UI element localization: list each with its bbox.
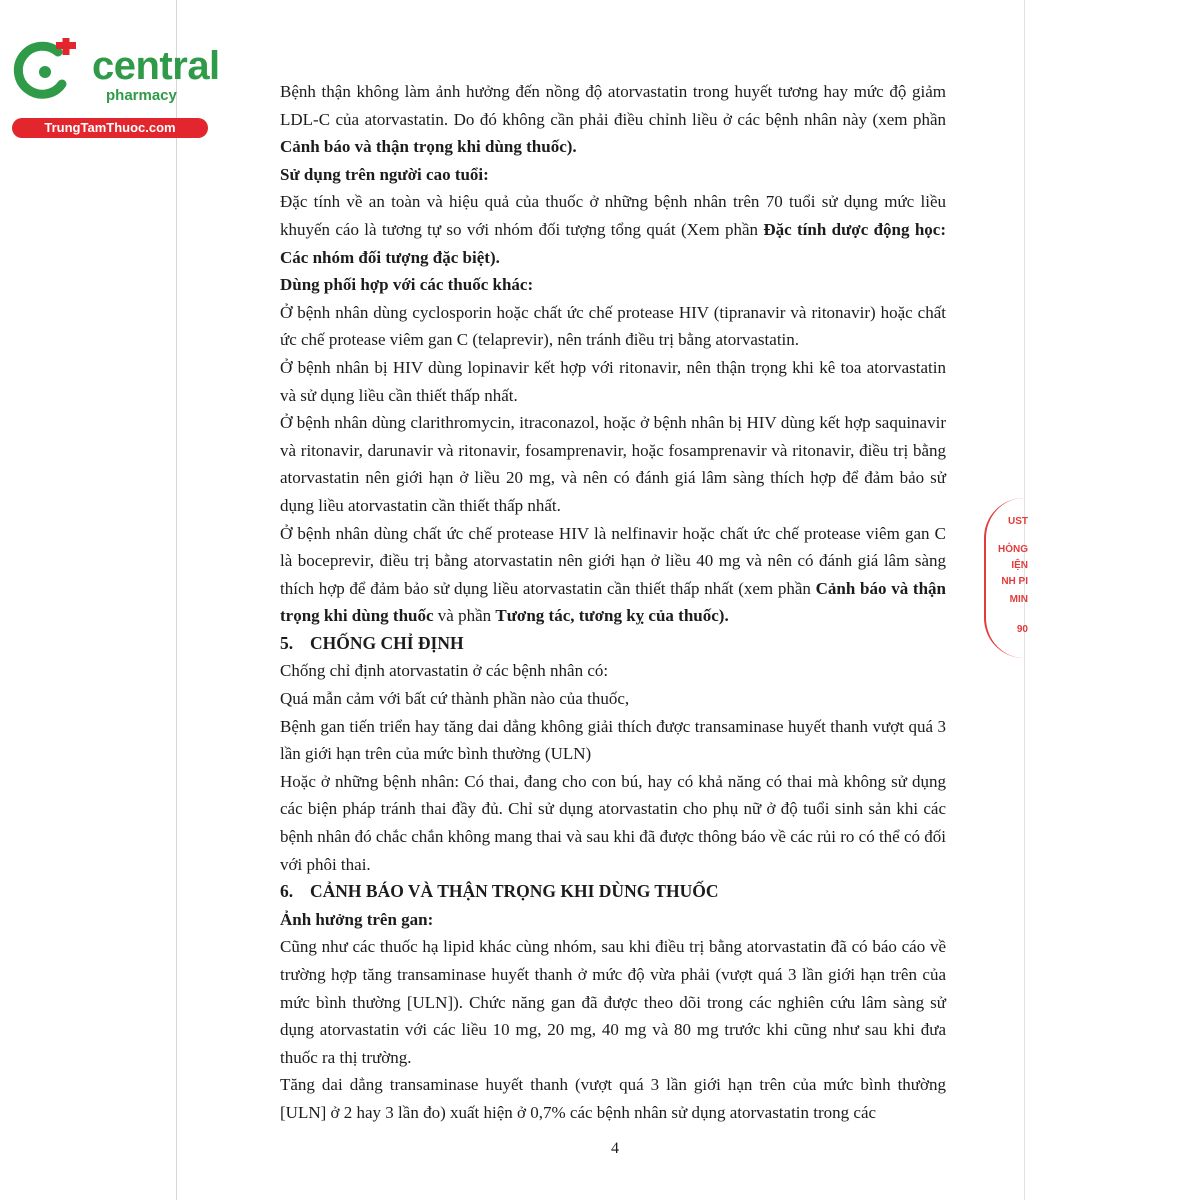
- section-heading-warnings: 6. CẢNH BÁO VÀ THẬN TRỌNG KHI DÙNG THUỐC: [280, 881, 719, 902]
- paragraph: Bệnh gan tiến triển hay tăng dai dẳng không giải thích được transaminase huyết thanh vượt quá 3 lần giới hạn trên của mức bình thường (ULN): [280, 716, 946, 764]
- subheading-elderly: Sử dụng trên người cao tuổi:: [280, 164, 489, 184]
- paragraph: Cũng như các thuốc hạ lipid khác cùng nhóm, sau khi điều trị bằng atorvastatin đã có báo cáo về trường hợp tăng transaminase huyết thanh ở mức độ vừa phải (vượt quá 3 lần giới hạn trên của mức bình thường [ULN]). Chức năng gan đã được theo dõi trong các nghiên cứu lâm sàng sử dụng atorvastatin với các liều 10 mg, 20 mg, 40 mg và 80 mg trước khi cũng như sau khi đưa thuốc ra thị trường.: [280, 937, 946, 1067]
- section-heading-contraindications: 5. CHỐNG CHỈ ĐỊNH: [280, 632, 464, 653]
- paragraph: Bệnh thận không làm ảnh hưởng đến nồng độ atorvastatin trong huyết tương hay mức độ giảm LDL-C của atorvastatin. Do đó không cần phải điều chỉnh liều ở các bệnh nhân này (xem phần Cảnh báo và thận trọng khi dùng thuốc).: [280, 82, 946, 157]
- paragraph: Tăng dai dẳng transaminase huyết thanh (vượt quá 3 lần giới hạn trên của mức bình thường [ULN] ở 2 hay 3 lần đo) xuất hiện ở 0,7% các bệnh nhân sử dụng atorvastatin trong các: [280, 1075, 946, 1122]
- paragraph: Đặc tính về an toàn và hiệu quả của thuốc ở những bệnh nhân trên 70 tuổi sử dụng mức liều khuyến cáo là tương tự so với nhóm đối tượng tổng quát (Xem phần Đặc tính dược động học: Các nhóm đối tượng đặc biệt).: [280, 192, 946, 267]
- pharmacy-cross-icon: [12, 38, 78, 104]
- paragraph: Ở bệnh nhân dùng cyclosporin hoặc chất ức chế protease HIV (tipranavir và ritonavir) hoặc chất ức chế protease viêm gan C (telaprevir), nên tránh điều trị bằng atorvastatin.: [280, 302, 946, 350]
- left-margin: [0, 0, 176, 1200]
- logo-url[interactable]: TrungTamThuoc.com: [12, 118, 208, 138]
- stamp-text: IỆN: [1011, 560, 1028, 571]
- paragraph: Chống chỉ định atorvastatin ở các bệnh nhân có:: [280, 661, 609, 681]
- page-edge-left: [176, 0, 177, 1200]
- subheading-liver-effects: Ảnh hưởng trên gan:: [280, 909, 434, 929]
- paragraph: Quá mẫn cảm với bất cứ thành phần nào của thuốc,: [280, 689, 630, 709]
- stamp-text: MIN: [1009, 594, 1028, 605]
- paragraph: Ở bệnh nhân bị HIV dùng lopinavir kết hợp với ritonavir, nên thận trọng khi kê toa atorvastatin và sử dụng liều cần thiết thấp nhất.: [280, 357, 946, 405]
- subheading-drug-combination: Dùng phối hợp với các thuốc khác:: [280, 275, 534, 295]
- logo-subtitle: pharmacy: [106, 87, 177, 104]
- central-pharmacy-logo[interactable]: [12, 38, 220, 138]
- stamp-text: UST: [1008, 516, 1028, 527]
- stamp-text: NH PI: [1001, 576, 1028, 587]
- stamp-text: HÒNG: [998, 544, 1028, 555]
- logo-name: central: [92, 44, 220, 88]
- paragraph: Ở bệnh nhân dùng chất ức chế protease HIV là nelfinavir hoặc chất ức chế protease viêm gan C là boceprevir, điều trị bằng atorvastatin nên giới hạn ở liều 40 mg và nên có đánh giá lâm sàng thích hợp để đảm bảo sử dụng liều atorvastatin cần thiết thấp nhất (xem phần Cảnh báo và thận trọng khi dùng thuốc và phần Tương tác, tương kỵ của thuốc).: [280, 523, 946, 626]
- stamp-text: 90: [1016, 624, 1028, 635]
- paragraph: Ở bệnh nhân dùng clarithromycin, itraconazol, hoặc ở bệnh nhân bị HIV dùng kết hợp saquinavir và ritonavir, darunavir và ritonavir, fosamprenavir, hoặc fosamprenavir và ritonavir, điều trị bằng atorvastatin nên giới hạn ở liều 20 mg, và nên có đánh giá lâm sàng thích hợp để đảm bảo sử dụng liều atorvastatin cần thiết thấp nhất.: [280, 413, 946, 515]
- paragraph: Hoặc ở những bệnh nhân: Có thai, đang cho con bú, hay có khả năng có thai mà không sử dụng các biện pháp tránh thai đầy đủ. Chỉ sử dụng atorvastatin cho phụ nữ ở độ tuổi sinh sản khi các bệnh nhân đó chắc chắn không mang thai và sau khi đã được thông báo về các rủi ro có thể có đối với phôi thai.: [280, 771, 946, 874]
- document-body: [280, 78, 946, 1127]
- page-number: 4: [611, 1140, 619, 1157]
- official-stamp: [984, 498, 1028, 658]
